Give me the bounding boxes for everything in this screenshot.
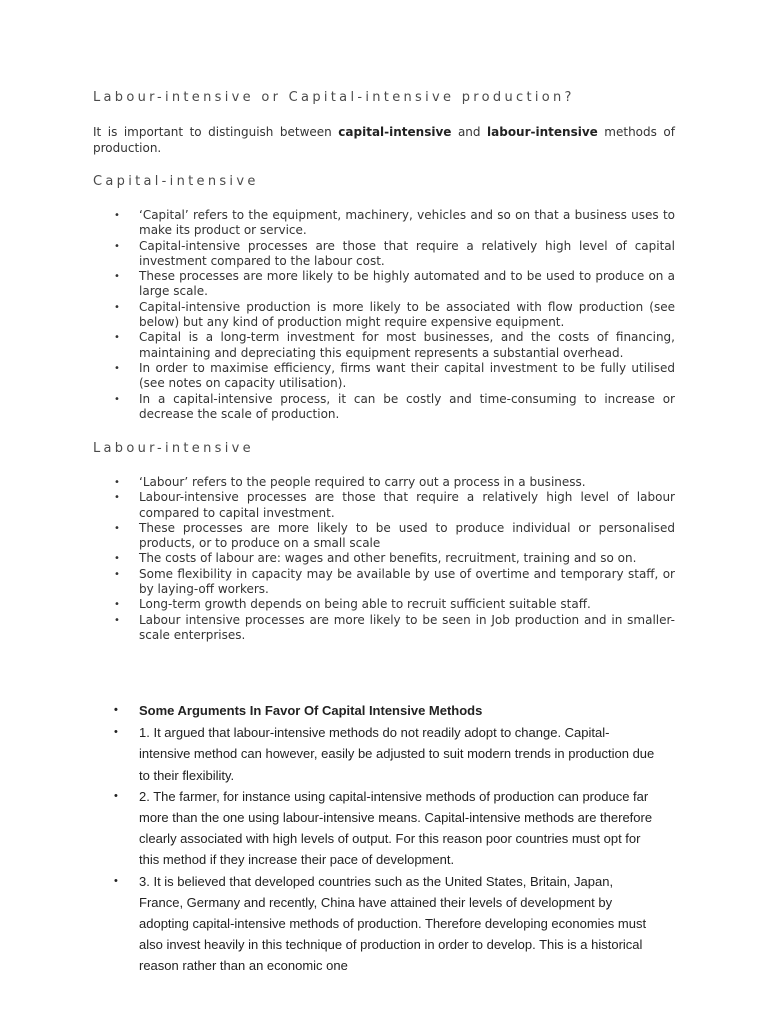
- bullet-icon: •: [114, 614, 120, 626]
- bullet-icon: •: [114, 332, 120, 344]
- bullet-icon: •: [114, 874, 118, 887]
- bullet-icon: •: [114, 553, 120, 565]
- bullet-icon: •: [114, 789, 118, 802]
- list-item: • Capital is a long-term investment for most businesses, and the costs of financing, maintaining and depreciating this equipment represents a substantial overhead.: [114, 330, 675, 360]
- list-item: • These processes are more likely to be highly automated and to be used to produce on a large scale.: [114, 269, 675, 299]
- list-item: • 2. The farmer, for instance using capital-intensive methods of production can produce far more than the one using labour-intensive means. Capital-intensive methods are therefore clearly associated with high levels of output. For this reason poor countries must opt for this method if they increase their pace of development.: [0, 786, 660, 871]
- document-title: Labour-intensive or Capital-intensive production?: [93, 90, 575, 105]
- intro-text-pre: It is important to distinguish between: [93, 125, 332, 139]
- capital-list: [0, 208, 675, 422]
- list-item: • Some flexibility in capacity may be available by use of overtime and temporary staff, or by laying-off workers.: [114, 566, 675, 597]
- bullet-icon: •: [114, 599, 120, 611]
- bullet-icon: •: [114, 271, 120, 283]
- list-item: • Capital-intensive processes are those that require a relatively high level of capital investment compared to the labour cost.: [114, 238, 675, 268]
- bullet-icon: •: [114, 726, 118, 739]
- bullet-icon: •: [114, 477, 120, 488]
- capital-heading: Capital-intensive: [93, 174, 259, 189]
- list-item: • The costs of labour are: wages and other benefits, recruitment, training and so on.: [114, 551, 637, 566]
- list-item: • 1. It argued that labour-intensive methods do not readily adopt to change. Capital-intensive method can however, easily be adjusted to suit modern trends in production due to their flexibility.: [0, 722, 660, 786]
- intro-bold-labour: labour-intensive: [487, 125, 598, 139]
- bullet-icon: •: [114, 522, 120, 534]
- arguments-list: [0, 700, 660, 977]
- list-item: • ‘Labour’ refers to the people required to carry out a process in a business.: [114, 475, 586, 489]
- intro-bold-capital: capital-intensive: [338, 125, 452, 139]
- arguments-heading: • Some Arguments In Favor Of Capital Intensive Methods: [0, 700, 660, 721]
- list-item: • Long-term growth depends on being able to recruit sufficient suitable staff.: [114, 597, 591, 612]
- bullet-icon: •: [114, 393, 120, 405]
- list-item: • In order to maximise efficiency, firms want their capital investment to be fully utilised (see notes on capacity utilisation).: [114, 360, 675, 391]
- bullet-icon: •: [114, 492, 120, 504]
- list-item: • In a capital-intensive process, it can be costly and time-consuming to increase or decrease the scale of production.: [114, 391, 675, 421]
- list-item: • ‘Capital’ refers to the equipment, machinery, vehicles and so on that a business uses to make its product or service.: [114, 208, 675, 238]
- bullet-icon: •: [114, 210, 120, 221]
- intro-text-mid: and: [457, 125, 481, 139]
- list-item: • These processes are more likely to be used to produce individual or personalised products, or to produce on a small scale: [114, 520, 675, 551]
- list-item: • Labour-intensive processes are those that require a relatively high level of labour compared to capital investment.: [114, 490, 675, 520]
- bullet-icon: •: [114, 704, 118, 716]
- bullet-icon: •: [114, 240, 120, 252]
- labour-list: [0, 475, 675, 643]
- labour-heading: Labour-intensive: [93, 441, 254, 456]
- intro-paragraph: [93, 125, 675, 156]
- list-item: • 3. It is believed that developed countries such as the United States, Britain, Japan, France, Germany and recently, China have attained their levels of development by adopting capital-intensive methods of production. Therefore developing economies must also invest heavily in this technique of production in order to develop. This is a historical reason rather than an economic one: [0, 871, 660, 977]
- bullet-icon: •: [114, 568, 120, 580]
- bullet-icon: •: [114, 301, 120, 313]
- intro-text-post: methods of production.: [93, 125, 675, 155]
- bullet-icon: •: [114, 362, 120, 374]
- list-item: • Labour intensive processes are more likely to be seen in Job production and in smaller-scale enterprises.: [114, 612, 675, 642]
- list-item: • Capital-intensive production is more likely to be associated with flow production (see below) but any kind of production might require expensive equipment.: [114, 299, 675, 330]
